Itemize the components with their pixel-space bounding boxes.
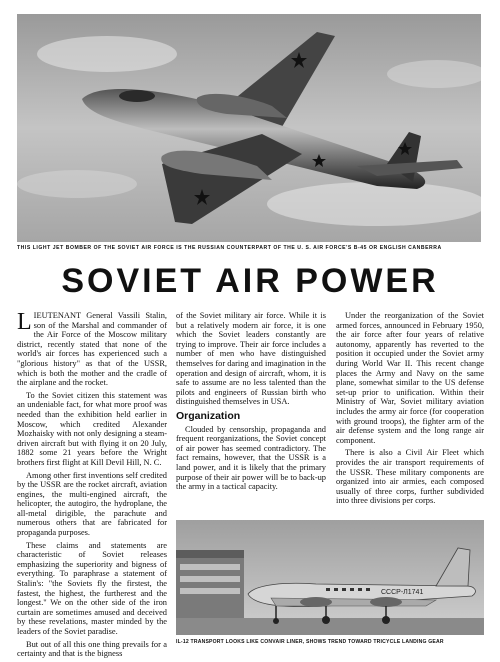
paragraph: These claims and statements are characteristic of Soviet releases emphasizing the superiority and bigness of everything. To paraphrase a statement of Stalin's: "the Soviets fly the firstest, the fastest, the highest, the furtherest and the longest." We on the other side of the iron curtain are sometimes amused and deceived by these revelations, master minded by the leaders of the Soviet paradise. xyxy=(17,540,167,636)
text-column-1 xyxy=(17,311,167,662)
text-column-3 xyxy=(336,311,484,509)
jet-bomber-photo xyxy=(17,14,481,242)
paragraph: To the Soviet citizen this statement was an undeniable fact, for what more proof was needed than the exhibition held earlier in Moscow, which credited Alexander Mozhaisky with not only designing a steam-driven aircraft but with flying it on 20 July, 1882 some 21 years before the Wright brothers first flight at Kill Devil Hill, N. C. xyxy=(17,390,167,467)
section-heading: Organization xyxy=(176,409,241,422)
paragraph: Under the reorganization of the Soviet armed forces, announced in February 1950, the air force after four years of relative autonomy, apparently has reverted to the position it occupied under the Soviet army during World War II. This recent change places the Army and Navy on the same plane, somewhat similar to the US defense set-up prior to unification. Within their Ministry of War, Soviet military aviation includes the army air force (for cooperation with ground troops), the fighter arm of the air defense system and the long range air component. xyxy=(336,311,484,445)
paragraph-text: IEUTENANT General Vassili Stalin, son of the Marshal and commander of the Air Force of the Moscow military district, recently stated that none of the world's air forces has experienced such a "glorious history" as that of the USSR, which is both the mother and the cradle of the airplane and the rocket. xyxy=(17,311,167,388)
paragraph: Among other first inventions self credited by the USSR are the rocket aircraft, aviation engines, the multi-engined aircraft, the helicopter, the autogiro, the hydroplane, the all-metal dirigible, the parachute and numerous others that are fabricated for propaganda purposes. xyxy=(17,470,167,538)
paragraph: Clouded by censorship, propaganda and frequent reorganizations, the Soviet concept of air power has seemed contradictory. The fact remains, however, that the USSR is a land power, and it is likely that the primary purpose of their air power will be to back-up the army in a tactical capacity. xyxy=(176,424,326,492)
paragraph: But out of all this one thing prevails for a certainty and that is the bigness xyxy=(17,639,167,659)
paragraph: of the Soviet military air force. While it is but a relatively modern air force, it is one which the Soviet leaders constantly are trying to improve. Their air force includes a number of men who have distinguished themselves for daring and imagination in the operation and design of aircraft, whom, it is safe to assume are no less talented than the pilots and engineers of Russian birth who distinguished themselves in USA. xyxy=(176,311,326,407)
transport-aircraft-photo xyxy=(176,520,484,635)
paragraph: There is also a Civil Air Fleet which provides the air transport requirements of the USSR. These military components are organized into air armies, each composed usually of three corps, further subdivided into three divisions per corps. xyxy=(336,448,484,506)
bottom-photo-caption: IL-12 TRANSPORT LOOKS LIKE CONVAIR LINER, SHOWS TREND TOWARD TRICYCLE LANDING GEAR xyxy=(176,639,444,645)
aircraft-registration: CCCP-Л1741 xyxy=(381,589,424,596)
article-title: SOVIET AIR POWER xyxy=(61,262,439,300)
paragraph xyxy=(17,311,167,388)
text-column-2 xyxy=(176,311,326,495)
drop-cap: L xyxy=(17,309,32,335)
top-photo-caption: THIS LIGHT JET BOMBER OF THE SOVIET AIR FORCE IS THE RUSSIAN COUNTERPART OF THE U. S. AIR FORCE'S B-45 OR ENGLISH CANBERRA xyxy=(17,245,442,251)
